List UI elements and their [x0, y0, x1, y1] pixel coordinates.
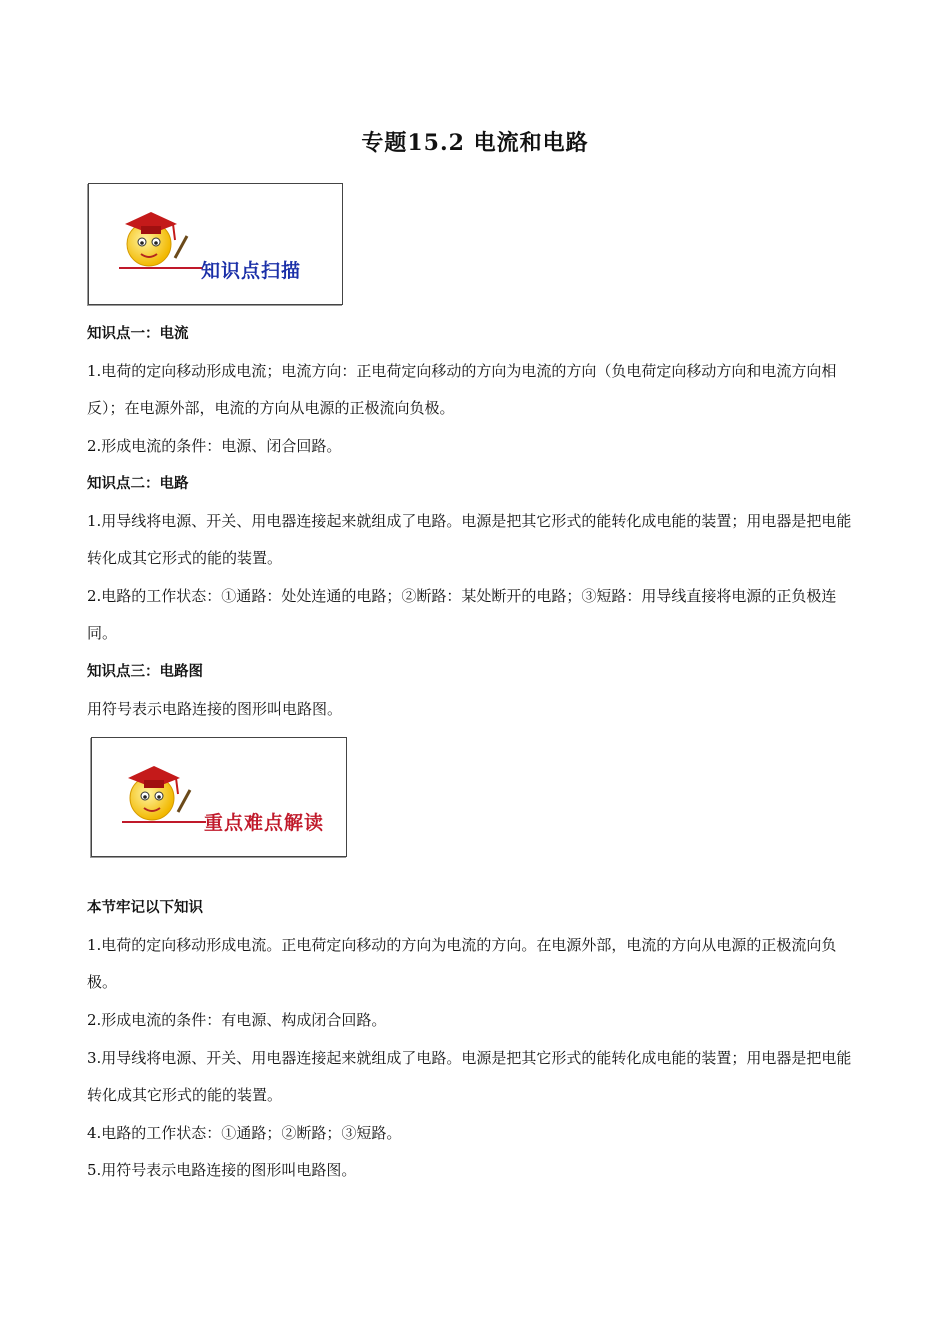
knowledge-scan-banner — [88, 183, 343, 305]
summary-heading: 本节牢记以下知识 — [87, 900, 203, 916]
section1-paragraph-1: 1.电荷的定向移动形成电流；电流方向：正电荷定向移动的方向为电流的方向（负电荷定向移动方向和电流方向相反）；在电源外部，电流的方向从电源的正极流向负极。 — [87, 362, 837, 417]
key-points-label: 重点难点解读 — [204, 812, 325, 834]
knowledge-scan-label: 知识点扫描 — [201, 260, 302, 282]
banner-underline — [122, 821, 206, 823]
section3-heading: 知识点三：电路图 — [87, 664, 203, 680]
summary-item-5: 5.用符号表示电路连接的图形叫电路图。 — [87, 1161, 357, 1179]
key-points-banner — [91, 737, 347, 857]
page-title: 专题15.2 电流和电路 — [361, 130, 589, 156]
graduation-mascot-icon — [114, 752, 194, 832]
section3-paragraph-1: 用符号表示电路连接的图形叫电路图。 — [87, 700, 343, 718]
summary-item-1: 1.电荷的定向移动形成电流。正电荷定向移动的方向为电流的方向。在电源外部，电流的方向从电源的正极流向负极。 — [87, 936, 837, 991]
section2-paragraph-2: 2.电路的工作状态：①通路：处处连通的电路；②断路：某处断开的电路；③短路：用导线直接将电源的正负极连同。 — [87, 587, 837, 642]
summary-item-4: 4.电路的工作状态：①通路；②断路；③短路。 — [87, 1124, 402, 1142]
banner-underline — [119, 267, 203, 269]
section2-paragraph-1: 1.用导线将电源、开关、用电器连接起来就组成了电路。电源是把其它形式的能转化成电能的装置；用电器是把电能转化成其它形式的能的装置。 — [87, 512, 852, 567]
summary-item-2: 2.形成电流的条件：有电源、构成闭合回路。 — [87, 1011, 387, 1029]
section2-heading: 知识点二：电路 — [87, 476, 189, 492]
summary-item-3: 3.用导线将电源、开关、用电器连接起来就组成了电路。电源是把其它形式的能转化成电能的装置；用电器是把电能转化成其它形式的能的装置。 — [87, 1049, 852, 1104]
section1-paragraph-2: 2.形成电流的条件：电源、闭合回路。 — [87, 437, 342, 455]
graduation-mascot-icon — [111, 198, 191, 278]
section1-heading: 知识点一：电流 — [87, 326, 189, 342]
